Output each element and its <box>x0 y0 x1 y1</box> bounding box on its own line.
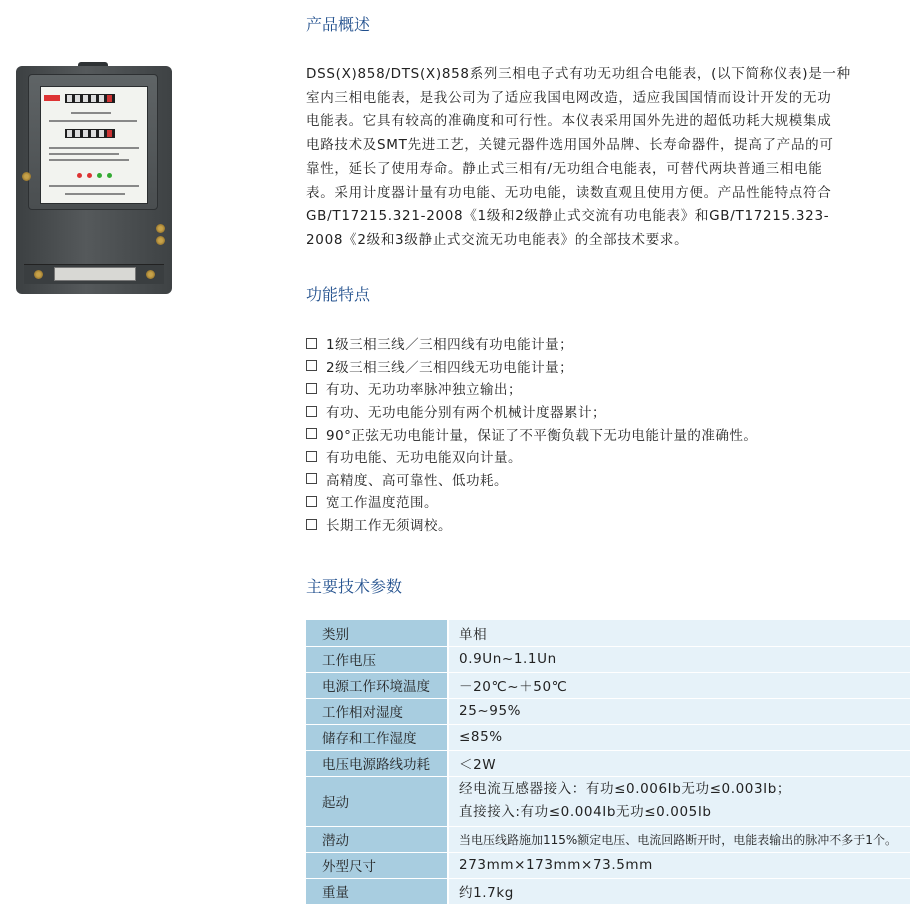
checkbox-icon <box>306 360 317 371</box>
feature-item: 高精度、高可靠性、低功耗。 <box>306 468 757 491</box>
table-row <box>306 826 910 852</box>
spec-key: 起动 <box>306 776 448 826</box>
screw-icon <box>22 172 31 181</box>
brand-tag <box>44 95 60 101</box>
spec-value: ＜2W <box>448 750 910 776</box>
spec-key: 储存和工作湿度 <box>306 724 448 750</box>
spec-key: 类别 <box>306 620 448 646</box>
spec-value: 0.9Un~1.1Un <box>448 646 910 672</box>
meter-faceplate <box>40 86 148 204</box>
feature-item: 有功电能、无功电能双向计量。 <box>306 445 757 468</box>
table-row <box>306 878 910 904</box>
checkbox-icon <box>306 451 317 462</box>
overview-heading: 产品概述 <box>306 15 371 34</box>
overview-paragraph <box>306 63 910 253</box>
spec-value: －20℃~＋50℃ <box>448 672 910 698</box>
energy-counter <box>65 94 115 103</box>
spec-value: 25~95% <box>448 698 910 724</box>
pulse-led-icon <box>87 173 92 178</box>
screw-icon <box>156 236 165 245</box>
table-row <box>306 620 910 646</box>
screw-icon <box>146 270 155 279</box>
spec-value: 273mm×173mm×73.5mm <box>448 852 910 878</box>
table-row <box>306 852 910 878</box>
features-heading: 功能特点 <box>306 285 371 304</box>
overview-line: 室内三相电能表，是我公司为了适应我国电网改造，适应我国国情而设计开发的无功 <box>306 89 832 106</box>
checkbox-icon <box>306 383 317 394</box>
feature-item: 90°正弦无功电能计量，保证了不平衡负载下无功电能计量的准确性。 <box>306 422 757 445</box>
feature-item: 有功、无功电能分别有两个机械计度器累计； <box>306 400 757 423</box>
specs-heading: 主要技术参数 <box>306 577 403 596</box>
feature-item: 宽工作温度范围。 <box>306 490 757 513</box>
overview-line: DSS(X)858/DTS(X)858系列三相电子式有功无功组合电能表，(以下简称仪表)是一种 <box>306 66 851 82</box>
feature-item: 1级三相三线／三相四线有功电能计量； <box>306 332 757 355</box>
checkbox-icon <box>306 519 317 530</box>
table-row <box>306 724 910 750</box>
table-row <box>306 672 910 698</box>
checkbox-icon <box>306 406 317 417</box>
spec-key: 电源工作环境温度 <box>306 672 448 698</box>
overview-line: 2008《2级和3级静止式交流无功电能表》的全部技术要求。 <box>306 231 689 248</box>
features-list <box>306 332 757 535</box>
table-row <box>306 646 910 672</box>
feature-item: 2级三相三线／三相四线无功电能计量； <box>306 355 757 378</box>
spec-value: 当电压线路施加115%额定电压、电流回路断开时，电能表输出的脉冲不多于1个。 <box>448 826 910 852</box>
spec-key: 外型尺寸 <box>306 852 448 878</box>
specs-table <box>306 620 910 905</box>
screw-icon <box>156 224 165 233</box>
feature-item: 有功、无功功率脉冲独立输出； <box>306 377 757 400</box>
spec-value: 单相 <box>448 620 910 646</box>
feature-item: 长期工作无须调校。 <box>306 513 757 536</box>
overview-line: GB/T17215.321-2008《1级和2级静止式交流有功电能表》和GB/T17215.323- <box>306 208 830 225</box>
checkbox-icon <box>306 338 317 349</box>
terminal-plate <box>54 267 136 281</box>
pulse-led-icon <box>97 173 102 178</box>
overview-line: 电能表。它具有较高的准确度和可行性。本仪表采用国外先进的超低功耗大规模集成 <box>306 113 832 130</box>
table-row <box>306 698 910 724</box>
product-image <box>14 64 174 296</box>
overview-line: 靠性，延长了使用寿命。静止式三相有/无功组合电能表，可替代两块普通三相电能 <box>306 160 823 177</box>
spec-key: 电压电源路线功耗 <box>306 750 448 776</box>
reactive-counter <box>65 129 115 138</box>
spec-value-line: 经电流互感器接入：有功≤0.006Ib无功≤0.003Ib； <box>459 781 792 797</box>
spec-value: ≤85% <box>448 724 910 750</box>
overview-line: 电路技术及SMT先进工艺，关键元器件选用国外品牌、长寿命器件，提高了产品的可 <box>306 137 834 154</box>
spec-key: 工作电压 <box>306 646 448 672</box>
spec-value: 约1.7kg <box>448 878 910 904</box>
spec-key: 重量 <box>306 878 448 904</box>
screw-icon <box>34 270 43 279</box>
table-row <box>306 776 910 826</box>
spec-key: 工作相对湿度 <box>306 698 448 724</box>
checkbox-icon <box>306 473 317 484</box>
pulse-led-icon <box>77 173 82 178</box>
checkbox-icon <box>306 428 317 439</box>
table-row <box>306 750 910 776</box>
checkbox-icon <box>306 496 317 507</box>
spec-key: 潜动 <box>306 826 448 852</box>
spec-value <box>448 776 910 826</box>
spec-value-line: 直接接入:有功≤0.004Ib无功≤0.005Ib <box>459 804 712 820</box>
pulse-led-icon <box>107 173 112 178</box>
overview-line: 表。采用计度器计量有功电能、无功电能，读数直观且使用方便。产品性能特点符合 <box>306 184 832 201</box>
